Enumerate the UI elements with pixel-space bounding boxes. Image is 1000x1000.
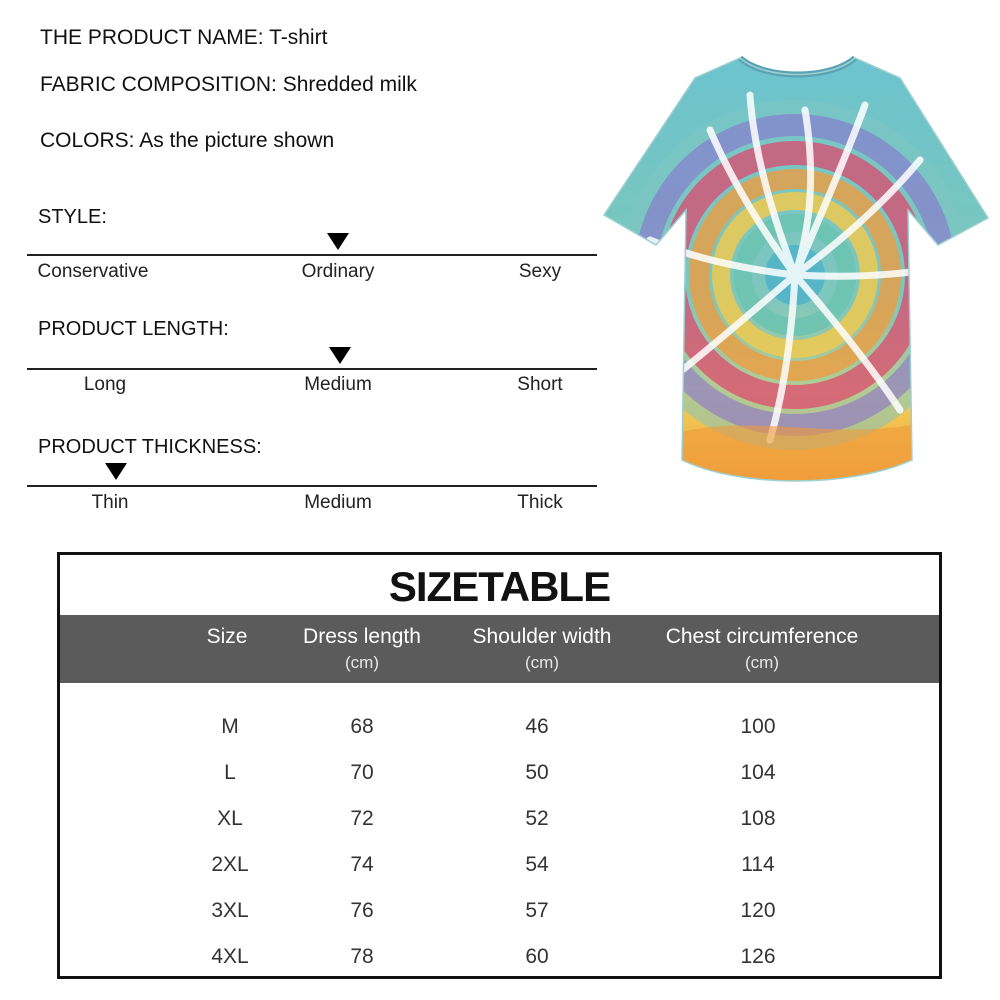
- thickness-option-thin: Thin: [91, 492, 129, 513]
- table-row: [60, 891, 939, 931]
- column-header-size: Size: [206, 625, 248, 648]
- table-cell: 57: [525, 899, 549, 922]
- style-option-sexy: Sexy: [518, 261, 562, 282]
- table-cell: 74: [350, 853, 374, 876]
- table-cell: 114: [741, 853, 775, 876]
- table-cell: XL: [217, 807, 243, 830]
- size-table-title: SIZETABLE: [388, 563, 611, 610]
- table-cell: 76: [350, 899, 374, 922]
- table-cell: 52: [525, 807, 549, 830]
- thickness-option-thick: Thick: [517, 492, 563, 513]
- style-option-ordinary: Ordinary: [301, 261, 375, 282]
- column-header-shoulder-width: Shoulder width (cm): [472, 625, 612, 672]
- table-row: [60, 707, 939, 747]
- style-selected-marker-icon: [327, 233, 349, 250]
- table-row: [60, 845, 939, 885]
- table-cell: 126: [740, 945, 776, 968]
- length-option-short: Short: [517, 374, 563, 395]
- table-row: [60, 799, 939, 839]
- table-cell: 108: [740, 807, 776, 830]
- table-row: [60, 937, 939, 977]
- size-table: [57, 552, 942, 979]
- table-cell: 3XL: [211, 899, 249, 922]
- table-cell: 100: [740, 715, 776, 738]
- table-cell: M: [221, 715, 239, 738]
- thickness-title: PRODUCT THICKNESS:: [38, 436, 262, 458]
- table-cell: 4XL: [211, 945, 249, 968]
- table-cell: 70: [350, 761, 374, 784]
- thickness-scale-line: [27, 485, 597, 487]
- style-option-conservative: Conservative: [37, 261, 149, 282]
- table-cell: 120: [740, 899, 776, 922]
- table-cell: 60: [525, 945, 549, 968]
- style-scale-line: [27, 254, 597, 256]
- length-option-long: Long: [83, 374, 127, 395]
- length-selected-marker-icon: [329, 347, 351, 364]
- table-cell: 104: [740, 761, 776, 784]
- table-cell: 50: [525, 761, 549, 784]
- table-cell: 2XL: [211, 853, 249, 876]
- length-option-medium: Medium: [304, 374, 372, 395]
- colors-line: COLORS: As the picture shown: [40, 129, 335, 152]
- fabric-composition-line: FABRIC COMPOSITION: Shredded milk: [40, 73, 417, 96]
- style-title: STYLE:: [38, 206, 107, 228]
- tie-dye-tshirt-image: [600, 50, 995, 500]
- column-header-dress-length: Dress length (cm): [303, 625, 421, 672]
- table-cell: 54: [525, 853, 549, 876]
- column-header-chest-circumference: Chest circumference (cm): [665, 625, 859, 672]
- thickness-selected-marker-icon: [105, 463, 127, 480]
- table-cell: 72: [350, 807, 374, 830]
- size-table-header: [60, 615, 939, 683]
- thickness-option-medium: Medium: [304, 492, 372, 513]
- product-name-line: THE PRODUCT NAME: T-shirt: [40, 26, 328, 49]
- table-row: [60, 753, 939, 793]
- length-scale-line: [27, 368, 597, 370]
- length-title: PRODUCT LENGTH:: [38, 318, 229, 340]
- table-cell: 78: [350, 945, 374, 968]
- table-cell: 68: [350, 715, 374, 738]
- table-cell: 46: [525, 715, 549, 738]
- table-cell: L: [224, 761, 236, 784]
